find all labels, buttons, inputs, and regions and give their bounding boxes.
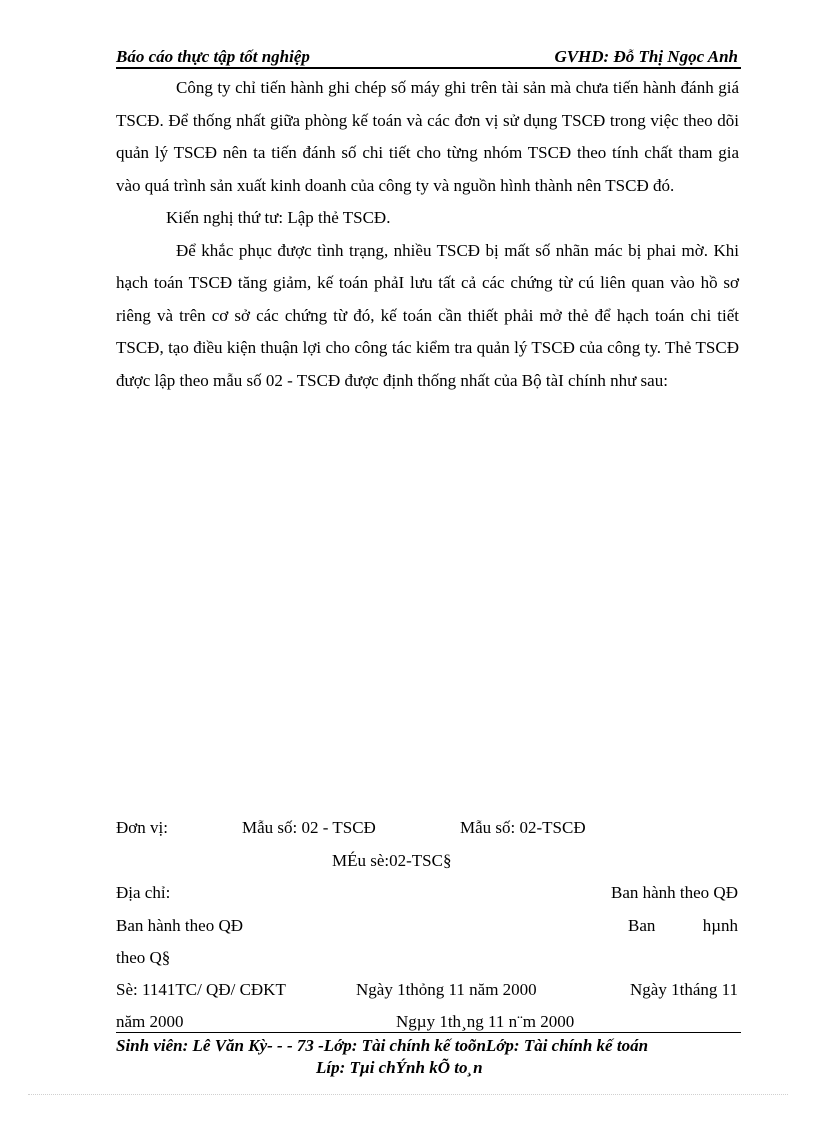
form-mau-so-3: MÉu sè:02-TSC§ bbox=[332, 851, 452, 870]
footer-rule bbox=[116, 1032, 741, 1033]
form-ngay-2: Ngày 1tháng 11 bbox=[630, 980, 738, 999]
form-mau-so-2: Mẫu số: 02-TSCĐ bbox=[460, 818, 586, 837]
form-theo-qs: theo Q§ bbox=[116, 948, 171, 967]
form-ban-hanh-1: Ban hành theo QĐ bbox=[610, 883, 738, 902]
form-ngay-3: Ngµy 1th¸ng 11 n¨m 2000 bbox=[396, 1012, 575, 1031]
form-ngay-1: Ngày 1thỏng 11 năm 2000 bbox=[356, 980, 537, 999]
page-edge-divider bbox=[28, 1094, 788, 1095]
header-supervisor: GVHD: Đỗ Thị Ngọc Anh bbox=[554, 47, 738, 66]
form-don-vi: Đơn vị: bbox=[116, 818, 168, 837]
body-text bbox=[116, 72, 739, 397]
form-dia-chi: Địa chỉ: bbox=[116, 883, 171, 902]
form-nam-2000: năm 2000 bbox=[116, 1012, 184, 1031]
form-so: Sè: 1141TC/ QĐ/ CĐKT bbox=[116, 980, 286, 999]
footer-student-line: Sinh viên: Lê Văn Kỳ- - - 73 -Lớp: Tài chính kế toõnLớp: Tài chính kế toán bbox=[116, 1036, 649, 1055]
paragraph-2: Kiến nghị thứ tư: Lập thẻ TSCĐ. bbox=[166, 208, 391, 227]
form-ban-hanh-3b: hµnh bbox=[702, 916, 738, 935]
form-ban-hanh-3a: Ban bbox=[628, 916, 656, 935]
paragraph-1: Công ty chỉ tiến hành ghi chép số máy ghi trên tài sản mà chưa tiến hành đánh giá TSCĐ. Để thống nhất giữa phòng kế toán và các đơn vị sử dụng TSCĐ trong việc theo dõi quản lý TSCĐ nên ta tiến đánh số chi tiết cho từng nhóm TSCĐ theo tính chất tham gia vào quá trình sản xuất kinh doanh của công ty và nguồn hình thành nên TSCĐ đó. bbox=[116, 78, 739, 195]
header-report-title: Báo cáo thực tập tốt nghiệp bbox=[116, 47, 310, 66]
footer-class-line: Líp: Tµi chÝnh kÕ to¸n bbox=[316, 1058, 483, 1077]
header-rule bbox=[116, 67, 741, 69]
form-mau-so-1: Mẫu số: 02 - TSCĐ bbox=[242, 818, 376, 837]
form-ban-hanh-2: Ban hành theo QĐ bbox=[116, 916, 244, 935]
paragraph-3: Để khắc phục được tình trạng, nhiều TSCĐ bị mất số nhãn mác bị phai mờ. Khi hạch toán TSCĐ tăng giảm, kế toán phảI lưu tất cả các chứng từ cú liên quan vào hồ sơ riêng và trên cơ sở các chứng từ đó, kế toán cần thiết phải mở thẻ để hạch toán chi tiết TSCĐ, tạo điều kiện thuận lợi cho công tác kiểm tra quản lý TSCĐ của công ty. Thẻ TSCĐ được lập theo mẫu số 02 - TSCĐ được định thống nhất của Bộ tàI chính như sau: bbox=[116, 240, 739, 390]
